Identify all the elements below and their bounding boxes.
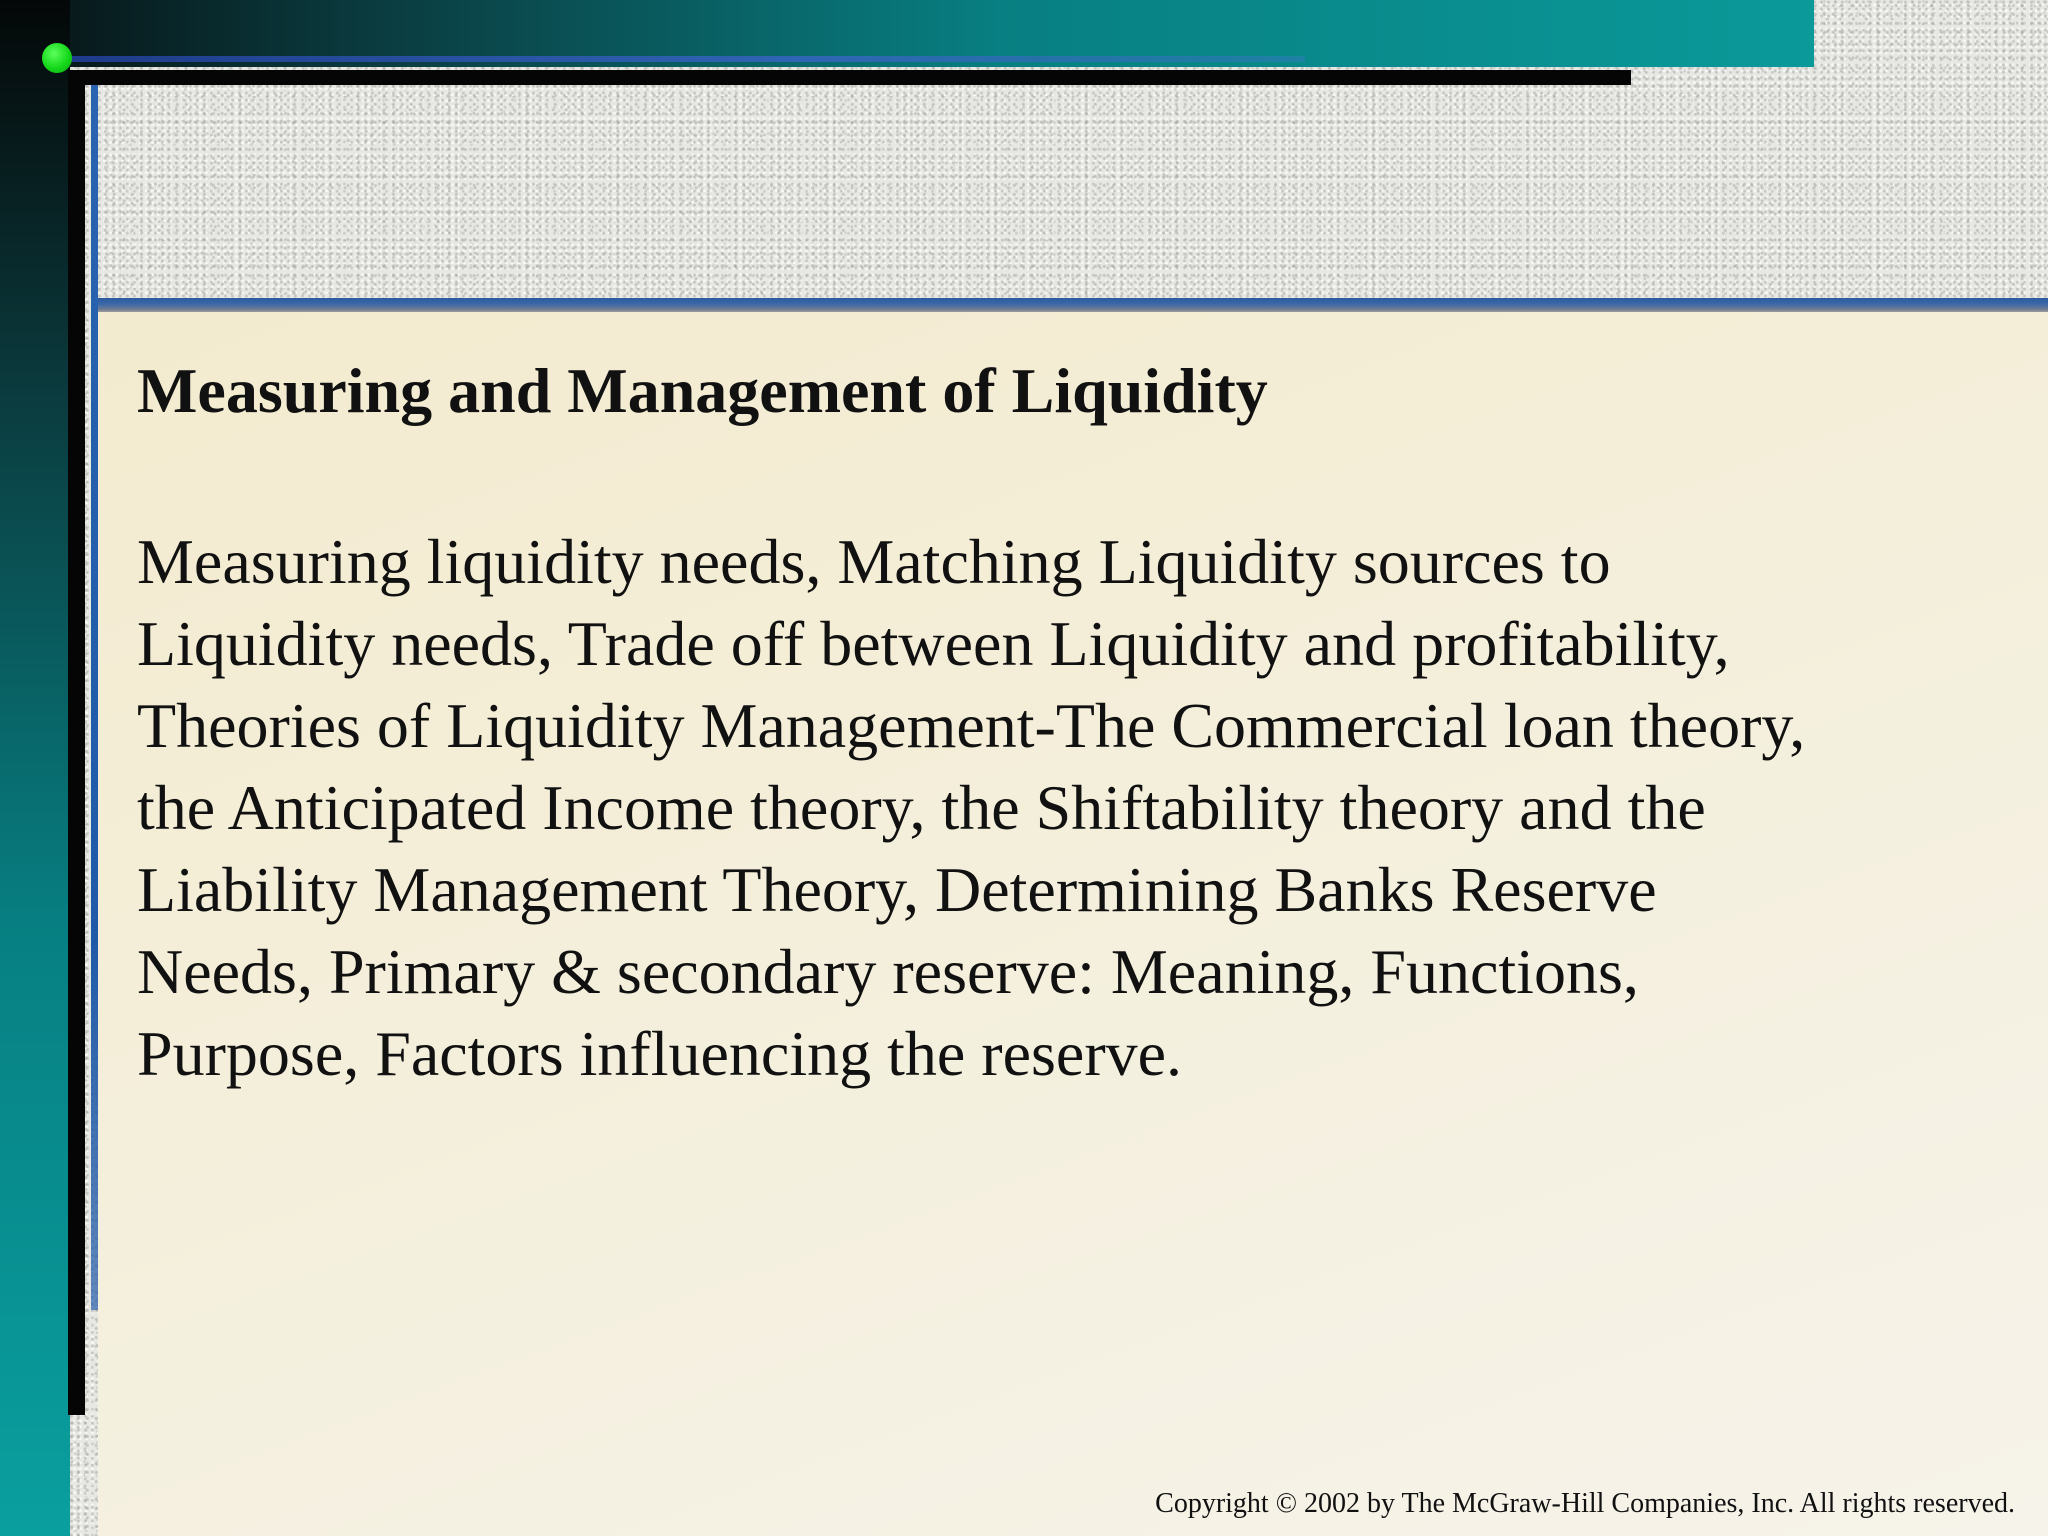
body-line: Needs, Primary & secondary reserve: Meaning, Functions, xyxy=(137,936,1639,1007)
black-side-bar xyxy=(68,70,85,1415)
body-line: Measuring liquidity needs, Matching Liquidity sources to xyxy=(137,526,1611,597)
body-line: Theories of Liquidity Management-The Commercial loan theory, xyxy=(137,690,1806,761)
slide-title: Measuring and Management of Liquidity xyxy=(137,355,1268,426)
body-line: Purpose, Factors influencing the reserve. xyxy=(137,1018,1183,1089)
black-top-bar xyxy=(68,70,1631,85)
slide-body xyxy=(137,521,1957,1095)
body-line: the Anticipated Income theory, the Shiftability theory and the xyxy=(137,772,1706,843)
copyright-notice: Copyright © 2002 by The McGraw-Hill Companies, Inc. All rights reserved. xyxy=(1155,1488,2015,1519)
teal-side-band xyxy=(0,0,70,1536)
green-dot-icon xyxy=(42,43,72,73)
header-separator xyxy=(92,298,2048,312)
body-line: Liability Management Theory, Determining Banks Reserve xyxy=(137,854,1657,925)
blue-top-stripe xyxy=(60,56,1305,62)
blue-side-stripe xyxy=(91,85,98,1310)
body-line: Liquidity needs, Trade off between Liquidity and profitability, xyxy=(137,608,1730,679)
